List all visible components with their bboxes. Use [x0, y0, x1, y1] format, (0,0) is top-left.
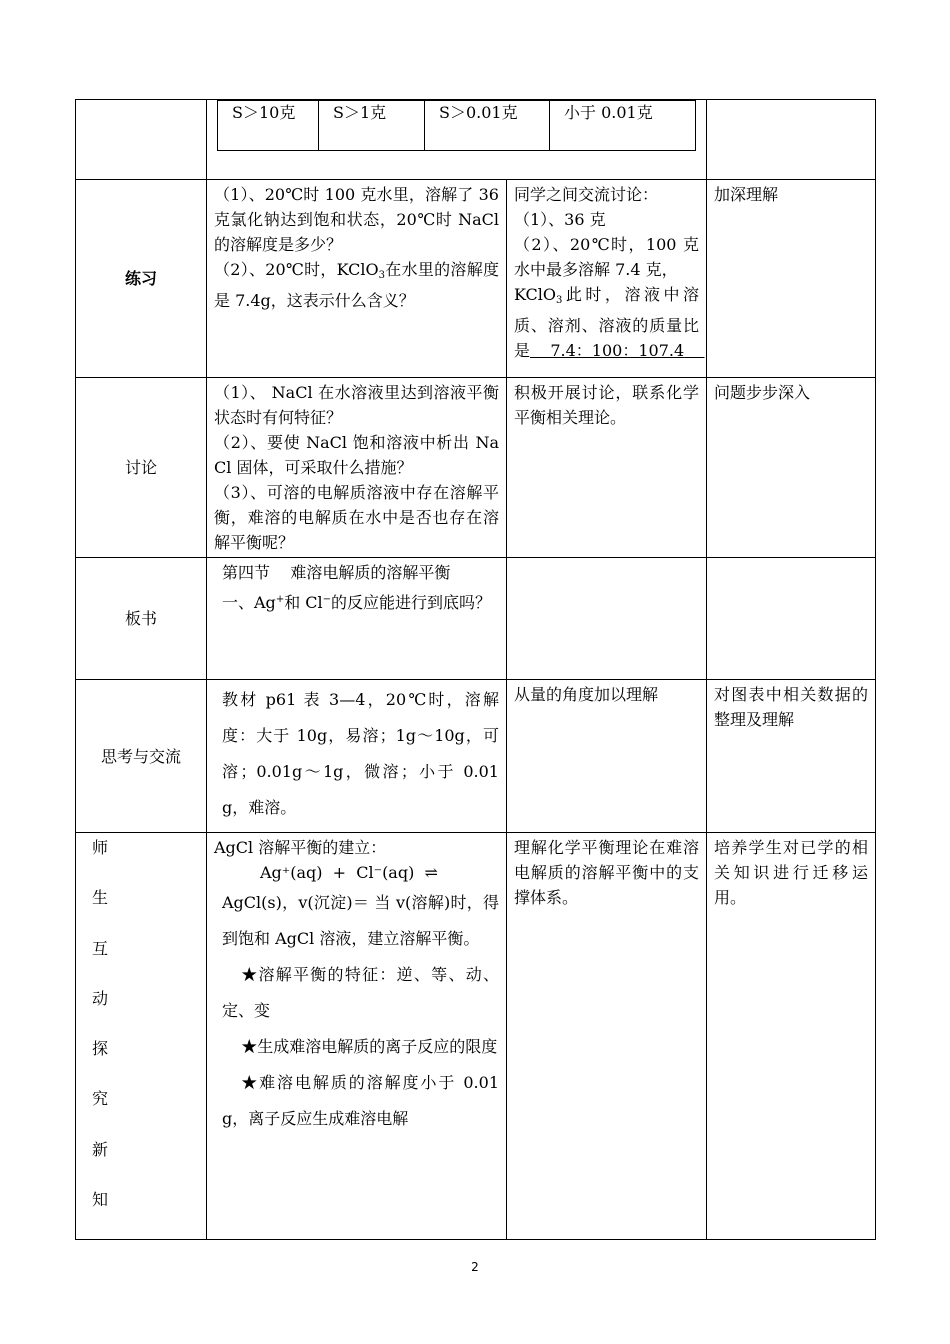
board-purpose	[707, 558, 876, 680]
think-content: 教材 p61 表 3—4，20℃时，溶解度：大于 10g，易溶；1g～10g，可溶；0.01g～1g，微溶；小于 0.01g，难溶。	[207, 680, 507, 833]
row-label-interact	[76, 833, 207, 1240]
interact-text: AgCl(s)，v(沉淀)＝ 当 v(溶解)时，得到饱和 AgCl 溶液，建立溶解平衡。	[222, 893, 499, 948]
empty-cell	[76, 100, 207, 180]
board-heading-text: 一、Ag	[222, 593, 276, 612]
label-char: 互	[92, 938, 109, 958]
board-heading-text: 和 Cl	[284, 593, 323, 612]
interact-bullet: ★生成难溶电解质的离子反应的限度	[241, 1037, 498, 1056]
student-activity-line: （2）、20℃时，100 克水中最多溶解 7.4 克，	[514, 235, 699, 279]
board-heading-text: 的反应能进行到底吗？	[331, 593, 492, 612]
practice-content	[207, 180, 507, 378]
label-char: 新	[92, 1139, 109, 1159]
label-char: 生	[92, 888, 109, 908]
board-heading-1	[222, 585, 499, 618]
dissolution-equation: Ag⁺(aq) + Cl⁻(aq) ⇌	[260, 863, 438, 882]
interact-purpose: 培养学生对已学的相关知识进行迁移运用。	[707, 833, 876, 1240]
subscript: 3	[556, 295, 563, 306]
solubility-grade-1: S＞10克	[218, 101, 319, 151]
think-student-activity: 从量的角度加以理解	[507, 680, 707, 833]
solubility-grade-3: S＞0.01克	[425, 101, 550, 151]
discussion-content	[207, 378, 507, 558]
solubility-cell	[207, 100, 707, 180]
interact-bullet: ★溶解平衡的特征：逆、等、动、定、变	[222, 965, 499, 1020]
student-activity-text: KClO	[514, 285, 556, 304]
interact-content	[207, 833, 507, 1240]
board-content	[207, 558, 507, 680]
practice-question-2	[214, 257, 499, 313]
superscript: −	[322, 594, 332, 605]
practice-question-2-text: 在水里的溶解度是 7.4g，这表示什么含义？	[214, 260, 499, 310]
interact-heading: AgCl 溶解平衡的建立：	[214, 838, 387, 857]
table-row	[76, 378, 876, 558]
table-row	[76, 100, 876, 180]
student-activity-line: （1）、36 克	[514, 210, 606, 229]
solubility-grade-4: 小于 0.01克	[550, 101, 696, 151]
solubility-table	[217, 100, 696, 151]
table-row	[76, 833, 876, 1240]
empty-cell	[707, 100, 876, 180]
row-label-board: 板书	[76, 558, 207, 680]
discussion-question-2: （2）、要使 NaCl 饱和溶液中析出 NaCl 固体，可采取什么措施？	[214, 433, 499, 477]
table-row	[76, 558, 876, 680]
row-label-think: 思考与交流	[76, 680, 207, 833]
practice-purpose: 加深理解	[707, 180, 876, 378]
practice-student-activity	[507, 180, 707, 378]
solubility-grade-2: S＞1克	[319, 101, 425, 151]
label-char: 究	[92, 1089, 109, 1109]
discussion-question-1: （1）、 NaCl 在水溶液里达到溶液平衡状态时有何特征？	[214, 383, 499, 427]
table-row	[76, 180, 876, 378]
label-char: 动	[92, 988, 109, 1008]
superscript: +	[275, 594, 285, 605]
practice-question-2-text: （2）、20℃时，KClO	[214, 260, 379, 279]
table-row	[218, 101, 696, 151]
interact-bullet: ★难溶电解质的溶解度小于 0.01g，离子反应生成难溶电解	[222, 1073, 499, 1128]
row-label-discussion: 讨论	[76, 378, 207, 558]
label-char: 师	[92, 838, 109, 857]
think-purpose: 对图表中相关数据的整理及理解	[707, 680, 876, 833]
discussion-student-activity: 积极开展讨论，联系化学平衡相关理论。	[507, 378, 707, 558]
student-activity-text: 此时，溶液中溶质、溶剂、溶液的质量比是	[514, 285, 699, 360]
interact-student-activity: 理解化学平衡理论在难溶电解质的溶解平衡中的支撑体系。	[507, 833, 707, 1240]
row-label-practice: 练习	[76, 180, 207, 378]
table-row	[76, 680, 876, 833]
page-number: 2	[471, 1260, 479, 1274]
label-char: 探	[92, 1039, 109, 1059]
board-student-activity	[507, 558, 707, 680]
student-activity-line	[514, 282, 705, 363]
subscript: 3	[378, 270, 386, 281]
lesson-plan-table	[75, 99, 876, 1240]
board-section-title: 第四节 难溶电解质的溶解平衡	[222, 563, 451, 582]
student-activity-line: 同学之间交流讨论：	[514, 185, 659, 204]
mass-ratio-answer: 7.4：100：107.4	[530, 341, 705, 360]
label-char: 知	[92, 1190, 109, 1210]
discussion-question-3: （3）、可溶的电解质溶液中存在溶解平衡，难溶的电解质在水中是否也存在溶解平衡呢？	[214, 483, 499, 552]
practice-question-1: （1）、20℃时 100 克水里，溶解了 36 克氯化钠达到饱和状态，20℃时 NaCl 的溶解度是多少？	[214, 185, 499, 254]
discussion-purpose: 问题步步深入	[707, 378, 876, 558]
